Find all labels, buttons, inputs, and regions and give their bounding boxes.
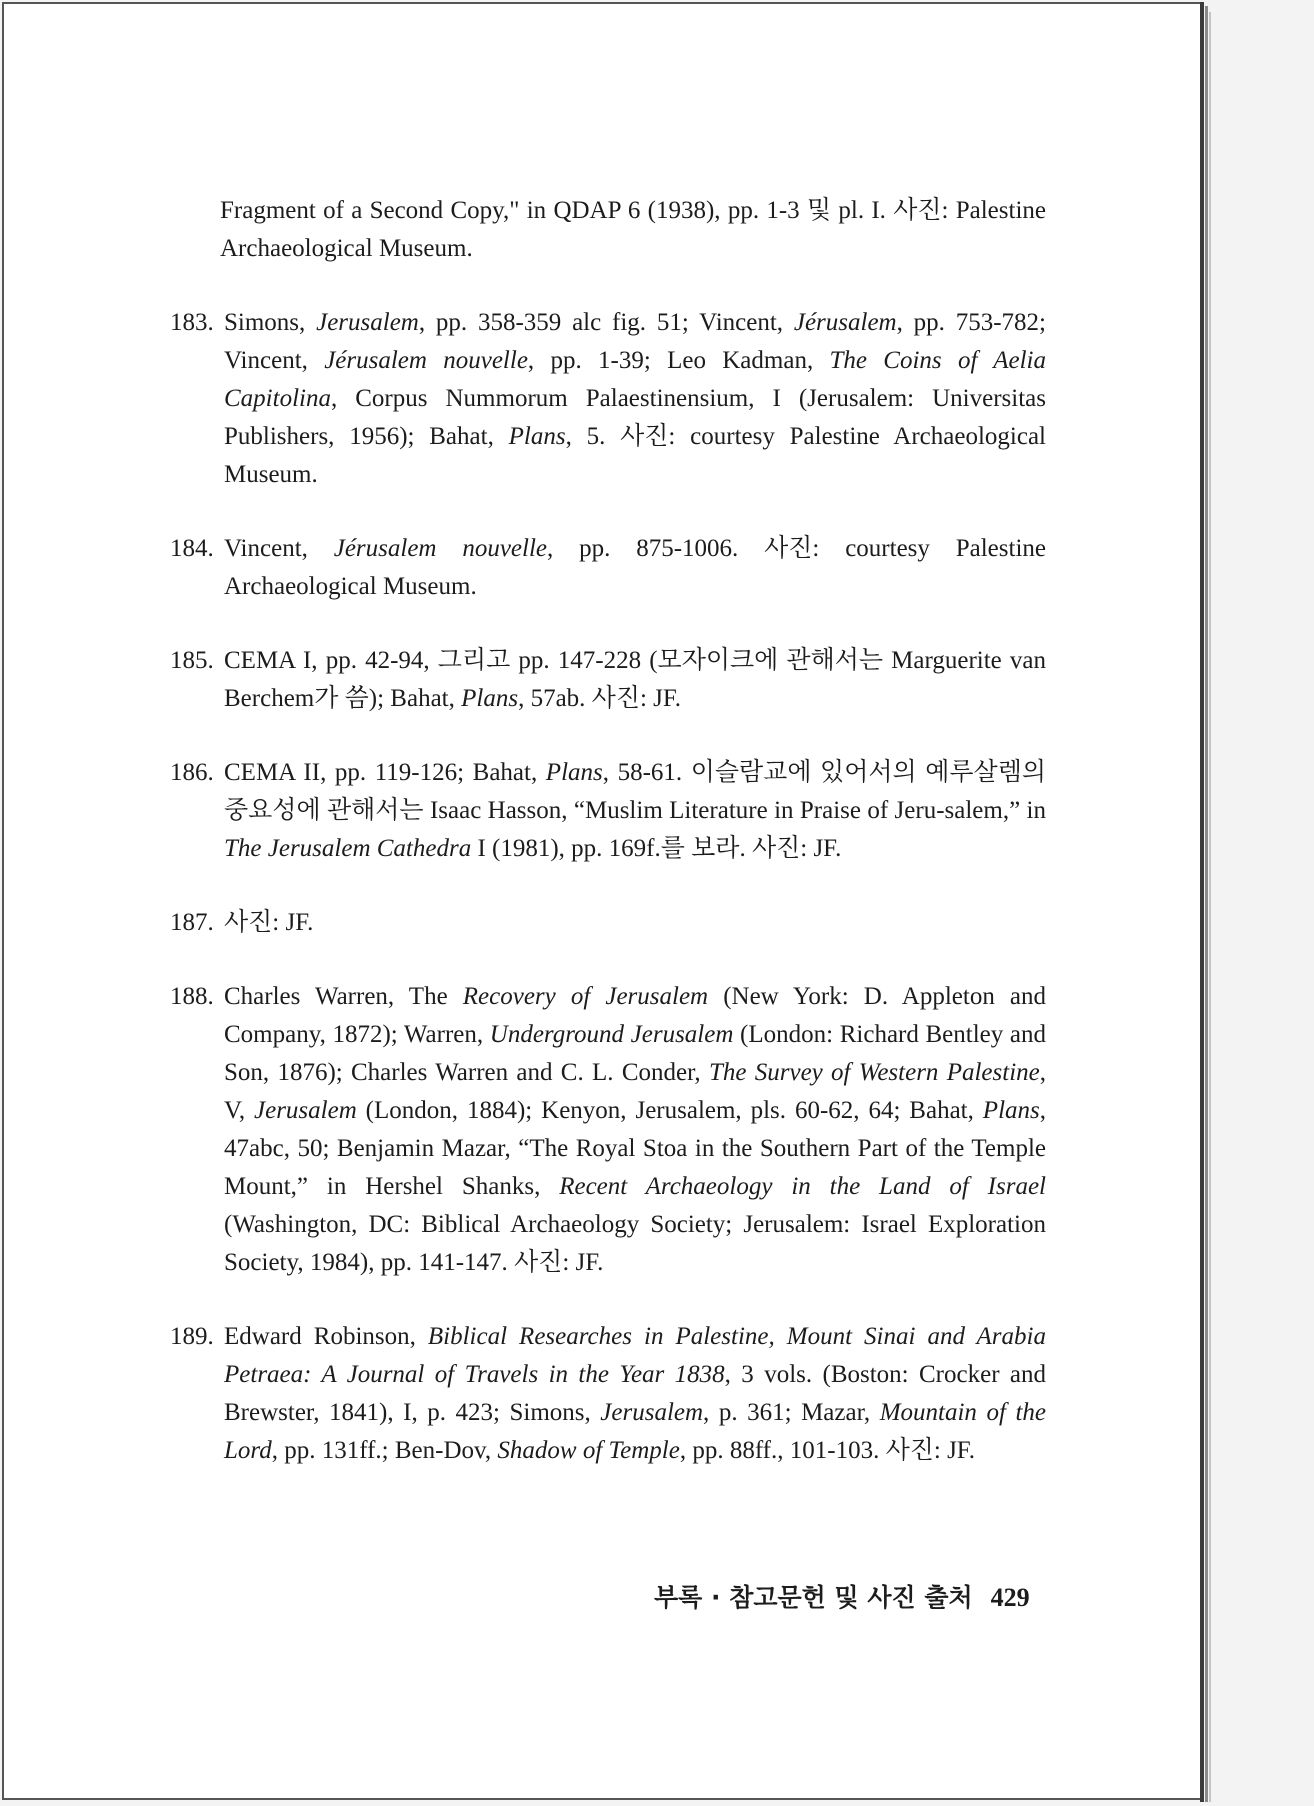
continued-note [170, 192, 1046, 268]
note-text: , pp. 753-782; Vincent, [224, 309, 1046, 374]
note-number: 189. [170, 1323, 214, 1350]
note-text: CEMA I, pp. 42-94, 그리고 pp. 147-228 (모자이크에 관해서는 Marguerite van Berchem가 씀); Bahat, [224, 647, 1046, 712]
italic-title: Biblical Researches in Palestine, Mount Sinai and Arabia Petraea: A Journal of Travels in the Year 1838 [224, 1323, 1046, 1388]
note-text: 사진: JF. [224, 909, 314, 936]
note-text: (Washington, DC: Biblical Archaeology Society; Jerusalem: Israel Exploration Society, 1984), pp. 141-147. 사진: JF. [224, 1211, 1046, 1276]
italic-title: Plans [508, 423, 566, 450]
note-entry [170, 904, 1046, 942]
italic-title: Underground Jerusalem [489, 1021, 734, 1048]
italic-title: Jérusalem [793, 309, 897, 336]
note-text: CEMA II, pp. 119-126; Bahat, [224, 759, 546, 786]
italic-title: Plans [461, 685, 519, 712]
running-title: 부록 · 참고문헌 및 사진 출처 [654, 1583, 973, 1612]
notes-list [170, 304, 1046, 1470]
italic-title: Shadow of Temple [497, 1437, 680, 1464]
italic-title: The Survey of Western Palestine [708, 1059, 1040, 1086]
note-text: (London, 1884); Kenyon, Jerusalem, pls. 60-62, 64; Bahat, [356, 1097, 983, 1124]
note-text: , pp. 875-1006. 사진: courtesy Palestine Archaeological Museum. [224, 535, 1046, 600]
note-text: Charles Warren, The [224, 983, 463, 1010]
note-text: , V, [224, 1059, 1046, 1124]
note-text: (New York: D. Appleton and Company, 1872); Warren, [224, 983, 1046, 1048]
note-text: , pp. 88ff., 101-103. 사진: JF. [679, 1437, 975, 1464]
note-entry [170, 642, 1046, 718]
page-footer [654, 1578, 1030, 1614]
note-text: , 57ab. 사진: JF. [518, 685, 682, 712]
note-text: Fragment of a Second Copy," in QDAP 6 (1938), pp. 1-3 및 pl. I. 사진: Palestine Archaeological Museum. [220, 197, 1046, 262]
page-edge-shadow [1200, 2, 1204, 1802]
italic-title: Recovery of Jerusalem [462, 983, 709, 1010]
note-number: 186. [170, 759, 214, 786]
note-text: , pp. 358-359 alc fig. 51; Vincent, [418, 309, 794, 336]
note-text: , 5. 사진: courtesy Palestine Archaeological Museum. [224, 423, 1046, 488]
italic-title: Mountain of the Lord [224, 1399, 1046, 1464]
page-edge-shadow [1209, 12, 1211, 1802]
italic-title: Recent Archaeology in the Land of Israel [559, 1173, 1046, 1200]
italic-title: Jérusalem nouvelle [333, 535, 548, 562]
note-entry [170, 304, 1046, 494]
note-text: , 3 vols. (Boston: Crocker and Brewster, 1841), I, p. 423; Simons, [224, 1361, 1046, 1426]
note-text: Vincent, [224, 535, 334, 562]
note-text: , p. 361; Mazar, [703, 1399, 880, 1426]
italic-title: Jérusalem nouvelle [324, 347, 528, 374]
note-text: Edward Robinson, [224, 1323, 428, 1350]
note-text: Simons, [224, 309, 317, 336]
note-text: , pp. 131ff.; Ben-Dov, [271, 1437, 498, 1464]
italic-title: Jerusalem [600, 1399, 704, 1426]
italic-title: Plans [982, 1097, 1040, 1124]
italic-title: Jerusalem [316, 309, 419, 336]
note-number: 185. [170, 647, 214, 674]
note-entry [170, 978, 1046, 1282]
note-number: 184. [170, 535, 214, 562]
note-text: , 58-61. 이슬람교에 있어서의 예루살렘의 중요성에 관해서는 Isaac Hasson, “Muslim Literature in Praise of Jeru-salem,” in [224, 759, 1046, 824]
page-number: 429 [990, 1583, 1030, 1612]
note-entry [170, 754, 1046, 868]
note-number: 187. [170, 909, 214, 936]
note-number: 183. [170, 309, 214, 336]
italic-title: Jerusalem [254, 1097, 357, 1124]
note-entry [170, 530, 1046, 606]
note-text: , Corpus Nummorum Palaestinensium, I (Jerusalem: Universitas Publishers, 1956); Bahat, [224, 385, 1046, 450]
book-page [2, 2, 1204, 1800]
note-number: 188. [170, 983, 214, 1010]
page-edge-shadow [1205, 6, 1208, 1802]
italic-title: The Coins of Aelia Capitolina [224, 347, 1046, 412]
note-entry [170, 1318, 1046, 1470]
notes-body [170, 192, 1046, 1506]
italic-title: Plans [545, 759, 603, 786]
note-text: I (1981), pp. 169f.를 보라. 사진: JF. [471, 835, 842, 862]
note-text: , 47abc, 50; Benjamin Mazar, “The Royal Stoa in the Southern Part of the Temple Mount,” in Hershel Shanks, [224, 1097, 1046, 1200]
note-text: , pp. 1-39; Leo Kadman, [527, 347, 830, 374]
note-text: (London: Richard Bentley and Son, 1876); Charles Warren and C. L. Conder, [224, 1021, 1046, 1086]
italic-title: The Jerusalem Cathedra [224, 835, 472, 862]
